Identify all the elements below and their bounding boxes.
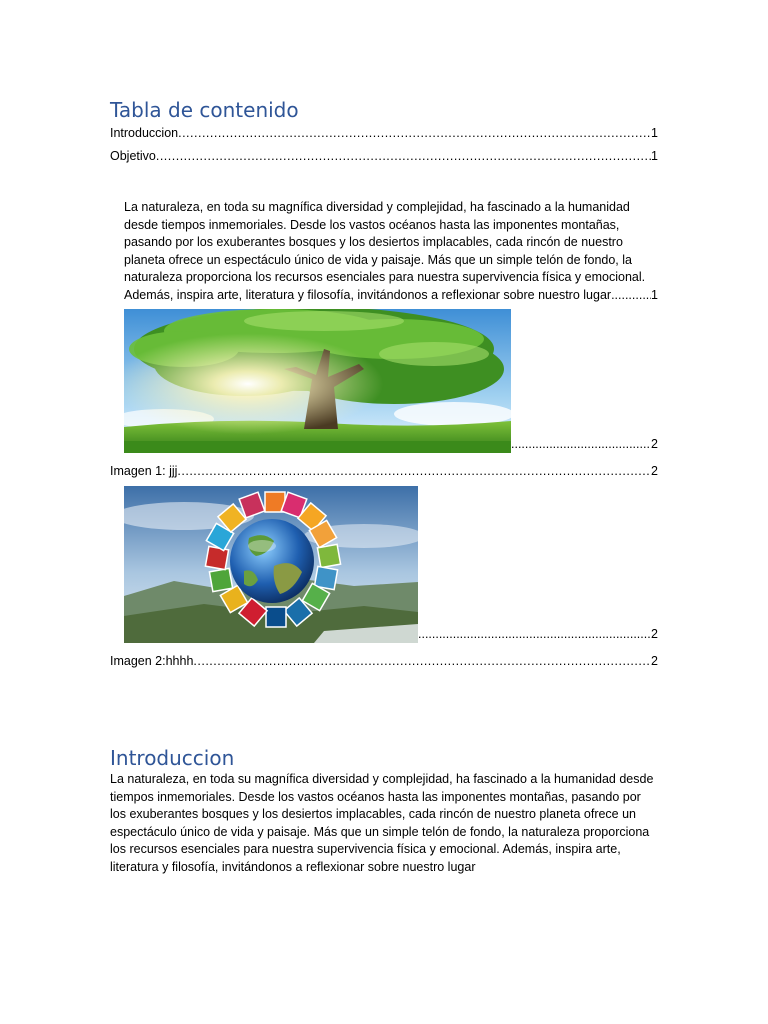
toc-leader-dots bbox=[418, 626, 651, 643]
toc-leader-dots bbox=[611, 287, 651, 305]
toc-page-number: 1 bbox=[651, 126, 658, 140]
toc-leader-dots bbox=[193, 653, 651, 670]
tree-image bbox=[124, 309, 511, 453]
toc-leader-dots bbox=[178, 125, 651, 142]
toc-leader-dots bbox=[511, 436, 651, 453]
toc-paragraph-last-line bbox=[124, 287, 658, 305]
toc-entry-imagen-2[interactable] bbox=[110, 653, 658, 670]
toc-page-number: 2 bbox=[651, 654, 658, 668]
toc-page-number: 2 bbox=[651, 464, 658, 478]
toc-page-number: 2 bbox=[651, 627, 658, 641]
toc-paragraph-last-text: Además, inspira arte, literatura y filosofía, invitándonos a reflexionar sobre nuestro lugar bbox=[124, 287, 612, 302]
toc-entry-label: Introduccion bbox=[110, 126, 179, 140]
toc-entry-label: Imagen 2:hhhh bbox=[110, 654, 194, 668]
toc-entry-image-tree[interactable] bbox=[124, 309, 658, 453]
toc-entry-image-globe[interactable] bbox=[124, 486, 658, 643]
toc-entry-label: Objetivo bbox=[110, 149, 156, 163]
toc-entry-introduccion[interactable] bbox=[110, 125, 658, 142]
toc-page-number: 2 bbox=[651, 437, 658, 451]
toc-page-number: 1 bbox=[651, 287, 658, 302]
toc-page-number: 1 bbox=[651, 149, 658, 163]
toc-heading: Tabla de contenido bbox=[110, 98, 299, 122]
globe-image bbox=[124, 486, 418, 643]
toc-paragraph-text: La naturaleza, en toda su magnífica diversidad y complejidad, ha fascinado a la humanidad desde tiempos inmemoriales. Desde los vastos océanos hasta las imponentes montañas, pasando por los exuberantes bosques y los desiertos implacables, cada rincón de nuestro planeta ofrece un espectáculo único de vida y paisaje. Más que un simple telón de fondo, la naturaleza proporciona los recursos esenciales para nuestra supervivencia física y emocional. bbox=[124, 200, 646, 284]
toc-leader-dots bbox=[156, 148, 651, 165]
introduccion-heading: Introduccion bbox=[110, 746, 235, 770]
toc-entry-imagen-1[interactable] bbox=[110, 463, 658, 480]
toc-entry-objetivo[interactable] bbox=[110, 148, 658, 165]
introduccion-paragraph: La naturaleza, en toda su magnífica diversidad y complejidad, ha fascinado a la humanidad desde tiempos inmemoriales. Desde los vastos océanos hasta las imponentes montañas, pasando por los exuberantes bosques y los desiertos implacables, cada rincón de nuestro planeta ofrece un espectáculo único de vida y paisaje. Más que un simple telón de fondo, la naturaleza proporciona los recursos esenciales para nuestra supervivencia física y emocional. Además, inspira arte, literatura y filosofía, invitándonos a reflexionar sobre nuestro lugar bbox=[110, 772, 654, 874]
toc-leader-dots bbox=[177, 463, 651, 480]
toc-entry-label: Imagen 1: jjj bbox=[110, 464, 178, 478]
toc-entry-paragraph[interactable] bbox=[124, 199, 658, 304]
